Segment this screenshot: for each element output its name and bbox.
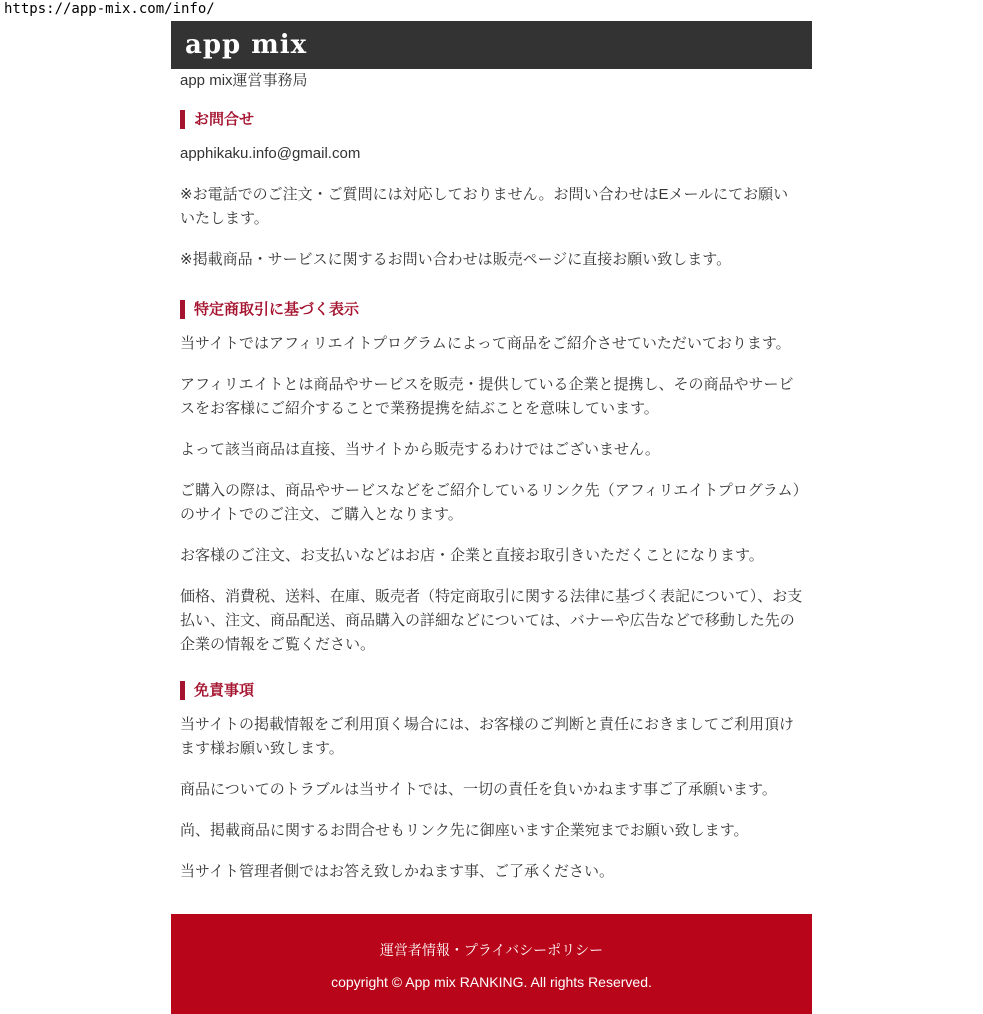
- site-logo[interactable]: app mix: [185, 30, 308, 60]
- section-heading-disclaimer: 免責事項: [180, 681, 803, 700]
- contact-email: apphikaku.info@gmail.com: [180, 145, 361, 162]
- commerce-paragraph-purchase-at-link: ご購入の際は、商品やサービスなどをご紹介しているリンク先（アフィリエイトプログラム）のサイトでのご注文、ご購入となります。: [180, 482, 801, 523]
- footer-privacy-link[interactable]: 運営者情報・プライバシーポリシー: [379, 942, 604, 958]
- commerce-paragraph-price-details: 価格、消費税、送料、在庫、販売者（特定商取引に関する法律に基づく表記について）、お支払い、注文、商品配送、商品購入の詳細などについては、バナーや広告などで移動した先の企業の情報をご覧ください。: [180, 588, 803, 653]
- commerce-paragraph-direct-transaction: お客様のご注文、お支払いなどはお店・企業と直接お取引きいただくことになります。: [180, 547, 764, 564]
- commerce-paragraph-affiliate-intro: 当サイトではアフィリエイトプログラムによって商品をご紹介させていただいております。: [180, 335, 791, 352]
- section-contact: [180, 110, 803, 272]
- disclaimer-paragraph-admin-cannot-answer: 当サイト管理者側ではお答え致しかねます事、ご了承ください。: [180, 863, 614, 880]
- contact-note-phone: ※お電話でのご注文・ご質問には対応しておりません。お問い合わせはEメールにてお願いいたします。: [180, 186, 789, 227]
- section-disclaimer: [180, 681, 803, 884]
- commerce-paragraph-no-direct-sales: よって該当商品は直接、当サイトから販売するわけではございません。: [180, 441, 660, 458]
- page-container: [171, 0, 812, 1014]
- section-commerce-disclosure: [180, 300, 803, 657]
- contact-note-products: ※掲載商品・サービスに関するお問い合わせは販売ページに直接お願い致します。: [180, 251, 732, 268]
- disclaimer-paragraph-own-risk: 当サイトの掲載情報をご利用頂く場合には、お客様のご判断と責任におきましてご利用頂けます様お願い致します。: [180, 716, 794, 757]
- main-content: [171, 69, 812, 884]
- footer-copyright: copyright © App mix RANKING. All rights Reserved.: [331, 974, 652, 990]
- browser-url-text: https://app-mix.com/info/: [4, 1, 215, 17]
- operator-name: app mix運営事務局: [180, 72, 308, 89]
- commerce-paragraph-affiliate-definition: アフィリエイトとは商品やサービスを販売・提供している企業と提携し、その商品やサービスをお客様にご紹介することで業務提携を結ぶことを意味しています。: [180, 376, 794, 417]
- site-footer: [171, 914, 812, 1014]
- disclaimer-paragraph-no-liability: 商品についてのトラブルは当サイトでは、一切の責任を負いかねます事ご了承願います。: [180, 781, 777, 798]
- section-heading-commerce-disclosure: 特定商取引に基づく表示: [180, 300, 803, 319]
- disclaimer-paragraph-inquiries-to-company: 尚、掲載商品に関するお問合せもリンク先に御座います企業宛までお願い致します。: [180, 822, 749, 839]
- section-heading-contact: お問合せ: [180, 110, 803, 129]
- site-header: [171, 21, 812, 69]
